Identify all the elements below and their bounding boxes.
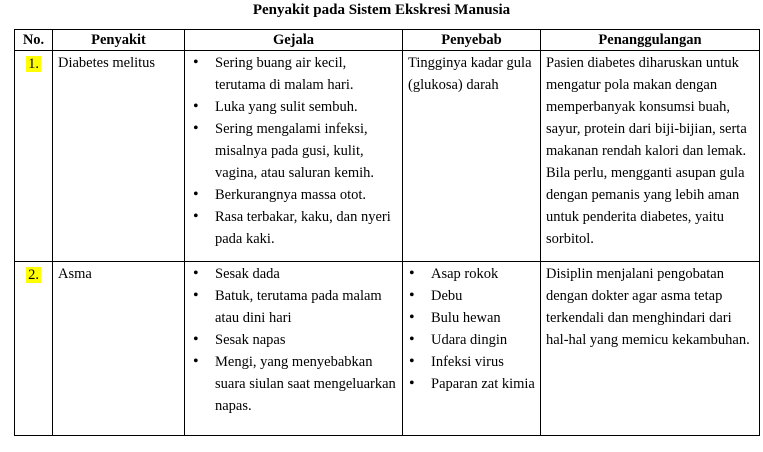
- row-number: 1.: [28, 56, 39, 72]
- header-penyakit: Penyakit: [53, 30, 185, 51]
- list-item: • Udara dingin: [403, 329, 535, 351]
- penyakit-cell: Diabetes melitus: [53, 51, 185, 262]
- list-item: • Sesak napas: [187, 329, 397, 351]
- list-item: • Debu: [403, 285, 535, 307]
- list-item: • Batuk, terutama pada malam atau dini hari: [187, 285, 397, 329]
- header-no: No.: [15, 30, 53, 51]
- penyebab-cell: Tingginya kadar gula (glukosa) darah: [403, 51, 541, 262]
- list-item: • Sesak dada: [187, 263, 397, 285]
- gejala-cell: [185, 262, 403, 436]
- list-item: • Sering buang air kecil, terutama di malam hari.: [187, 52, 397, 96]
- disease-table: [14, 29, 760, 436]
- table-title: Penyakit pada Sistem Ekskresi Manusia: [252, 2, 511, 18]
- table-row: [15, 262, 760, 436]
- list-item: • Sering mengalami infeksi, misalnya pada gusi, kulit, vagina, atau saluran kemih.: [187, 118, 397, 184]
- list-item: • Paparan zat kimia: [403, 373, 535, 395]
- gejala-cell: [185, 51, 403, 262]
- header-row: [15, 30, 760, 51]
- table-row: [15, 51, 760, 262]
- row-number-cell: [15, 262, 53, 436]
- penanggulangan-cell: Disiplin menjalani pengobatan dengan dokter agar asma tetap terkendali dan menghindari dari hal-hal yang memicu kekambuhan.: [541, 262, 760, 436]
- penyakit-cell: Asma: [53, 262, 185, 436]
- list-item: • Asap rokok: [403, 263, 535, 285]
- gejala-list: [187, 263, 397, 417]
- penyebab-cell: [403, 262, 541, 436]
- list-item: • Luka yang sulit sembuh.: [187, 96, 397, 118]
- list-item: • Berkurangnya massa otot.: [187, 184, 397, 206]
- list-item: • Bulu hewan: [403, 307, 535, 329]
- penyebab-list: [403, 263, 535, 395]
- list-item: • Rasa terbakar, kaku, dan nyeri pada kaki.: [187, 206, 397, 250]
- row-number-cell: [15, 51, 53, 262]
- list-item: • Infeksi virus: [403, 351, 535, 373]
- header-penanggulangan: Penanggulangan: [541, 30, 760, 51]
- header-gejala: Gejala: [185, 30, 403, 51]
- row-number: 2.: [28, 267, 39, 283]
- header-penyebab: Penyebab: [403, 30, 541, 51]
- penanggulangan-cell: Pasien diabetes diharuskan untuk mengatur pola makan dengan memperbanyak konsumsi buah, sayur, protein dari biji-bijian, serta makanan rendah kalori dan lemak. Bila perlu, mengganti asupan gula dengan pemanis yang lebih aman untuk penderita diabetes, yaitu sorbitol.: [541, 51, 760, 262]
- list-item: • Mengi, yang menyebabkan suara siulan saat mengeluarkan napas.: [187, 351, 397, 417]
- gejala-list: [187, 52, 397, 250]
